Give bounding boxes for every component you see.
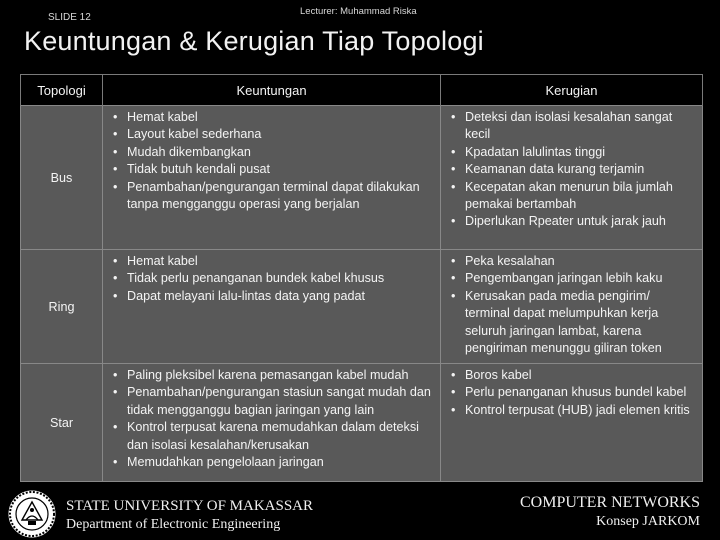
list-item: • Layout kabel sederhana: [127, 126, 436, 143]
list-item: • Memudahkan pengelolaan jaringan: [127, 454, 436, 471]
list-item: • Hemat kabel: [127, 109, 436, 126]
list-item: • Penambahan/pengurangan terminal dapat dilakukan tanpa mengganggu operasi yang berjalan: [127, 179, 436, 214]
list-item: • Kontrol terpusat (HUB) jadi elemen kritis: [465, 402, 698, 419]
list-item: • Kecepatan akan menurun bila jumlah pemakai bertambah: [465, 179, 698, 214]
bus-keuntungan-cell: [103, 106, 441, 250]
bus-kerugian-list: [445, 109, 698, 231]
list-item: • Boros kabel: [465, 367, 698, 384]
list-item: • Peka kesalahan: [465, 253, 698, 270]
row-label-star: Star: [21, 364, 103, 482]
bus-keuntungan-list: [107, 109, 436, 213]
star-keuntungan-list: [107, 367, 436, 471]
topology-table: [20, 74, 703, 482]
list-item: • Kerusakan pada media pengirim/ terminal dapat melumpuhkan kerja seluruh jaringan lambat, karena pengiriman menunggu giliran token: [465, 288, 698, 358]
list-item: • Keamanan data kurang terjamin: [465, 161, 698, 178]
list-item: • Deteksi dan isolasi kesalahan sangat kecil: [465, 109, 698, 144]
list-item: • Mudah dikembangkan: [127, 144, 436, 161]
ring-kerugian-list: [445, 253, 698, 357]
star-kerugian-list: [445, 367, 698, 419]
list-item: • Tidak perlu penanganan bundek kabel khusus: [127, 270, 436, 287]
list-item: • Perlu penanganan khusus bundel kabel: [465, 384, 698, 401]
footer: [0, 484, 720, 540]
lecturer-label: Lecturer: Muhammad Riska: [300, 6, 417, 17]
table-row-ring: [21, 250, 703, 364]
star-kerugian-cell: [441, 364, 703, 482]
bus-kerugian-cell: [441, 106, 703, 250]
table-row-bus: [21, 106, 703, 250]
row-label-ring: Ring: [21, 250, 103, 364]
list-item: • Tidak butuh kendali pusat: [127, 161, 436, 178]
list-item: • Kontrol terpusat karena memudahkan dalam deteksi dan isolasi kesalahan/kerusakan: [127, 419, 436, 454]
department-name: Department of Electronic Engineering: [66, 517, 281, 532]
row-label-bus: Bus: [21, 106, 103, 250]
ring-keuntungan-cell: [103, 250, 441, 364]
table-row-star: [21, 364, 703, 482]
list-item: • Penambahan/pengurangan stasiun sangat mudah dan tidak mengganggu bagian jaringan yang lain: [127, 384, 436, 419]
column-header-topologi: Topologi: [21, 75, 103, 106]
star-keuntungan-cell: [103, 364, 441, 482]
list-item: • Hemat kabel: [127, 253, 436, 270]
course-topic: Konsep JARKOM: [596, 514, 700, 529]
column-header-kerugian: Kerugian: [441, 75, 703, 106]
page-title: Keuntungan & Kerugian Tiap Topologi: [24, 26, 484, 56]
list-item: • Diperlukan Rpeater untuk jarak jauh: [465, 213, 698, 230]
list-item: • Kpadatan lalulintas tinggi: [465, 144, 698, 161]
ring-keuntungan-list: [107, 253, 436, 305]
list-item: • Paling pleksibel karena pemasangan kabel mudah: [127, 367, 436, 384]
slide-number: SLIDE 12: [48, 12, 91, 23]
table-header-row: [21, 75, 703, 106]
column-header-keuntungan: Keuntungan: [103, 75, 441, 106]
list-item: • Pengembangan jaringan lebih kaku: [465, 270, 698, 287]
university-name: STATE UNIVERSITY OF MAKASSAR: [66, 498, 314, 514]
course-name: COMPUTER NETWORKS: [519, 494, 700, 511]
ring-kerugian-cell: [441, 250, 703, 364]
list-item: • Dapat melayani lalu-lintas data yang padat: [127, 288, 436, 305]
university-seal-icon: [6, 488, 58, 540]
